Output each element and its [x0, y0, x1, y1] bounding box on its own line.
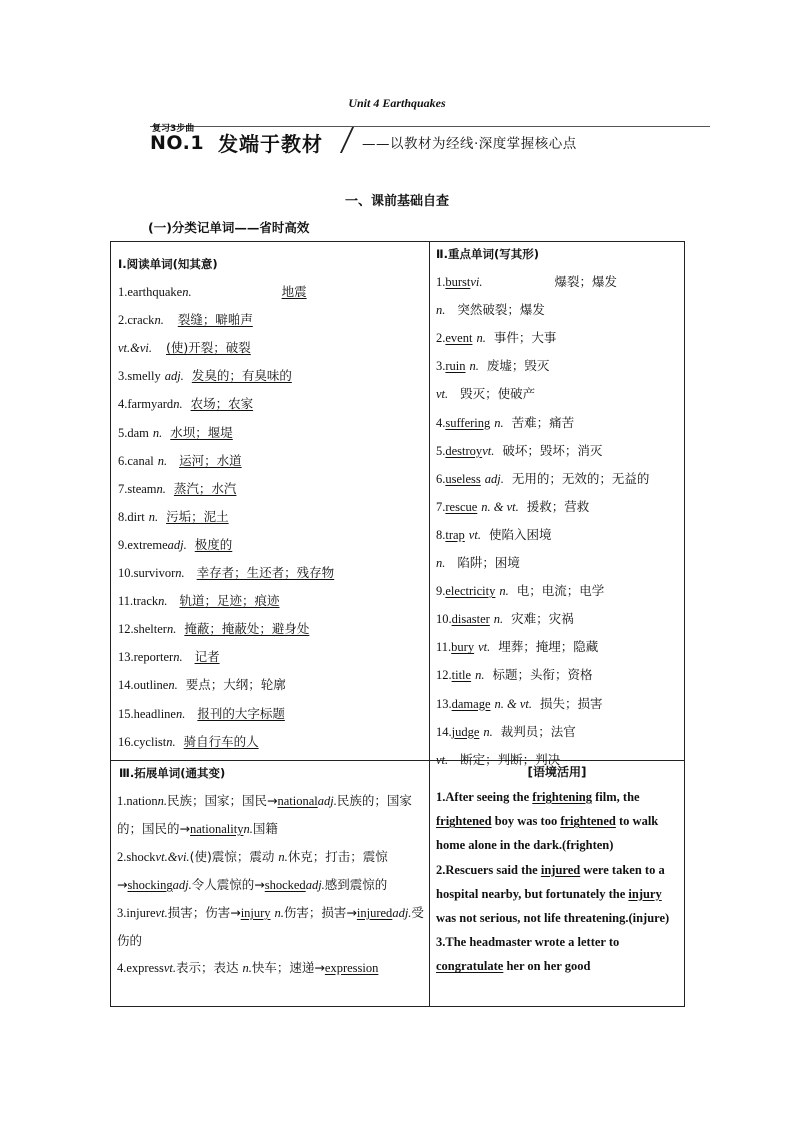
list-item: n. 陷阱；困境 [436, 555, 520, 571]
list-item: 3.smelly adj. 发臭的；有臭味的 [118, 368, 292, 384]
list-item: vt. 毁灭；使破产 [436, 386, 536, 402]
list-item: 4.suffering n. 苦难；痛苦 [436, 414, 575, 430]
sub-title: (一)分类记单词——省时高效 [148, 220, 310, 235]
reading-heading: Ⅰ.阅读单词(知其意) [118, 257, 218, 271]
list-item: 6.useless adj. 无用的；无效的；无益的 [436, 470, 650, 486]
banner-small-label: 复习3步曲 [152, 124, 195, 134]
list-item: n. 突然破裂；爆发 [436, 302, 545, 318]
list-item: 2.Rescuers said the injured were taken to a hospital nearby, but fortunately the injury was not serious, not life threatening.(injure) [436, 862, 670, 926]
banner-rule [150, 126, 710, 127]
list-item: 4.farmyardn. 农场；农家 [118, 396, 254, 412]
list-item: 6.canal n. 运河；水道 [118, 452, 242, 468]
list-item: 16.cyclistn. 骑自行车的人 [118, 733, 259, 749]
list-item: 9.electricity n. 电；电流；电学 [436, 583, 605, 599]
list-item: 11.trackn. 轨道；足迹；痕迹 [118, 593, 280, 609]
list-item: 14.judge n. 裁判员；法官 [436, 723, 576, 739]
list-item: 3.The headmaster wrote a letter to congratulate her on her good [436, 935, 620, 974]
list-item: 2.shockvt.&vi.(使)震惊；震动 n.休克；打击；震惊→shockingadj.令人震惊的→shockedadj.感到震惊的 [117, 849, 388, 892]
banner-slash [340, 127, 354, 153]
section-title: 一、课前基础自查 [344, 194, 449, 209]
list-item: 15.headlinen. 报刊的大字标题 [118, 705, 285, 721]
key-heading: Ⅱ.重点单词(写其形) [436, 247, 539, 261]
list-item: 3.ruin n. 废墟；毁灭 [436, 358, 550, 374]
context-practice-cell [436, 785, 682, 979]
list-item: 5.dam n. 水坝；堰堤 [118, 424, 233, 440]
list-item: 2.crackn. 裂缝；噼啪声 [118, 312, 253, 328]
list-item: 13.reportern. 记者 [118, 649, 220, 665]
banner-subheading: ——以教材为经线·深度掌握核心点 [362, 136, 577, 152]
list-item: 14.outlinen. 要点；大纲；轮廓 [118, 677, 286, 693]
list-item: 3.injurevt.损害；伤害→injury n.伤害；损害→injuredadj.受伤的 [117, 905, 424, 948]
list-item: 12.title n. 标题；头衔；资格 [436, 667, 593, 683]
list-item: 11.bury vt. 埋葬；掩埋；隐藏 [436, 639, 599, 655]
key-words-cell [436, 241, 649, 774]
extend-heading: Ⅲ.拓展单词(通其变) [119, 766, 226, 780]
list-item: 12.sheltern. 掩蔽；掩蔽处；避身处 [118, 621, 310, 637]
list-item: 9.extremeadj. 极度的 [118, 536, 233, 552]
reading-words-cell [118, 251, 334, 756]
list-item: 10.survivorn. 幸存者；生还者；残存物 [118, 565, 335, 581]
list-item: 4.expressvt.表示；表达 n.快车；速递→expression [117, 960, 379, 975]
list-item: 10.disaster n. 灾难；灾祸 [436, 611, 574, 627]
banner-heading: 发端于教材 [218, 132, 323, 156]
vocab-table [110, 241, 685, 1007]
context-heading: [语境活用] [527, 765, 587, 779]
list-item: 8.trap vt. 使陷入困境 [436, 526, 552, 542]
list-item: 1.After seeing the frightening film, the frightened boy was too frightened to walk home alone in the dark.(frighten) [436, 790, 659, 853]
list-item: 2.event n. 事件；大事 [436, 330, 557, 346]
list-item: 1.nationn.民族；国家；国民→nationaladj.民族的；国家的；国民的→nationalityn.国籍 [117, 793, 412, 836]
list-item: vt.&vi. (使)开裂；破裂 [118, 340, 251, 356]
table-divider-vertical [429, 242, 430, 1006]
list-item: 8.dirt n. 污垢；泥土 [118, 508, 229, 524]
list-item: 1.burstvi. 爆裂；爆发 [436, 274, 618, 290]
banner-number: NO.1 [150, 132, 205, 154]
list-item: 5.destroyvt. 破坏；毁坏；消灭 [436, 442, 603, 458]
extended-words-cell [117, 760, 425, 982]
list-item: 7.steamn. 蒸汽；水汽 [118, 480, 237, 496]
unit-title: Unit 4 Earthquakes [348, 96, 446, 110]
list-item: 7.rescue n. & vt. 援救；营救 [436, 498, 590, 514]
list-item: 13.damage n. & vt. 损失；损害 [436, 695, 603, 711]
section-banner [150, 121, 710, 155]
list-item: vt. 断定；判断；判决 [436, 751, 561, 767]
list-item: 1.earthquaken. 地震 [118, 284, 307, 300]
